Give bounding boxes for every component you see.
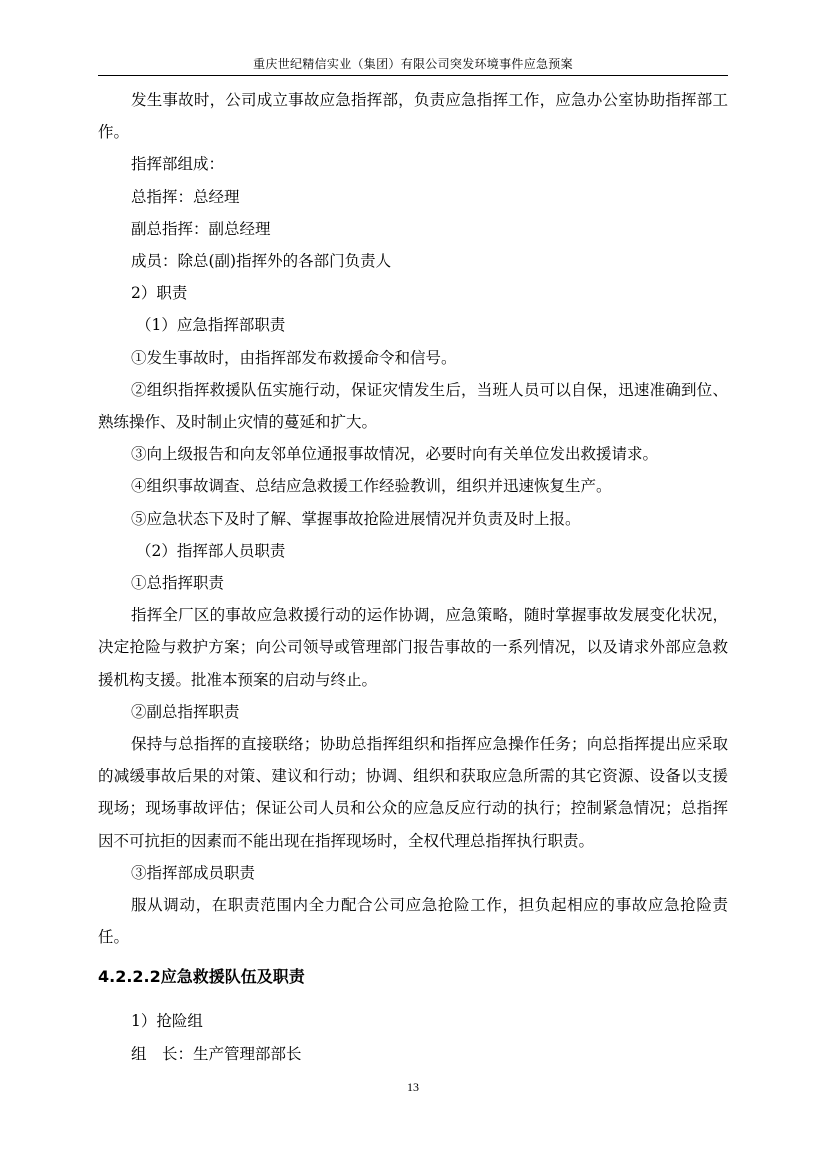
paragraph-14: ①总指挥职责: [131, 574, 225, 593]
paragraph-2: 指挥部组成：: [131, 155, 225, 174]
paragraph-20: 1）抢险组: [131, 1012, 203, 1031]
paragraph-6: 2）职责: [131, 284, 188, 303]
paragraph-10: ③向上级报告和向友邻单位通报事故情况，必要时向有关单位发出救援请求。: [131, 445, 659, 464]
paragraph-13: （2）指挥部人员职责: [136, 541, 286, 560]
paragraph-3: 总指挥：总经理: [131, 187, 240, 206]
page-number: 13: [407, 1080, 419, 1094]
paragraph-18: ③指挥部成员职责: [131, 863, 256, 882]
paragraph-19: 服从调动，在职责范围内全力配合公司应急抢险工作，担负起相应的事故应急抢险责任。: [98, 896, 728, 947]
paragraph-21: 组 长：生产管理部部长: [131, 1044, 302, 1063]
paragraph-8: ①发生事故时，由指挥部发布救援命令和信号。: [131, 348, 457, 367]
paragraph-9: ②组织指挥救援队伍实施行动，保证灾情发生后，当班人员可以自保，迅速准确到位、熟练操作、及时制止灾情的蔓延和扩大。: [98, 380, 728, 432]
paragraph-1: 发生事故时，公司成立事故应急指挥部，负责应急指挥工作，应急办公室协助指挥部工作。: [98, 91, 728, 142]
section-heading: 4.2.2.2应急救援队伍及职责: [98, 967, 305, 987]
paragraph-4: 副总指挥：副总经理: [131, 219, 271, 238]
paragraph-7: （1）应急指挥部职责: [136, 316, 286, 335]
paragraph-15: 指挥全厂区的事故应急救援行动的运作协调，应急策略，随时掌握事故发展变化状况，决定抢险与救护方案；向公司领导或管理部门报告事故的一系列情况，以及请求外部应急救援机构支援。批准本预案的启动与终止。: [98, 606, 728, 689]
document-body: [98, 84, 728, 1070]
paragraph-11: ④组织事故调查、总结应急救援工作经验教训，组织并迅速恢复生产。: [131, 477, 612, 496]
page-header: 重庆世纪精信实业（集团）有限公司突发环境事件应急预案: [253, 57, 573, 71]
paragraph-5: 成员：除总(副)指挥外的各部门负责人: [131, 252, 392, 271]
paragraph-17: 保持与总指挥的直接联络；协助总指挥组织和指挥应急操作任务；向总指挥提出应采取的减缓事故后果的对策、建议和行动；协调、组织和获取应急所需的其它资源、设备以支援现场；现场事故评估；保证公司人员和公众的应急反应行动的执行；控制紧急情况；总指挥因不可抗拒的因素而不能出现在指挥现场时，全权代理总指挥执行职责。: [98, 735, 728, 850]
paragraph-16: ②副总指挥职责: [131, 702, 240, 721]
paragraph-12: ⑤应急状态下及时了解、掌握事故抢险进展情况并负责及时上报。: [131, 509, 581, 528]
header-rule: [98, 75, 728, 76]
